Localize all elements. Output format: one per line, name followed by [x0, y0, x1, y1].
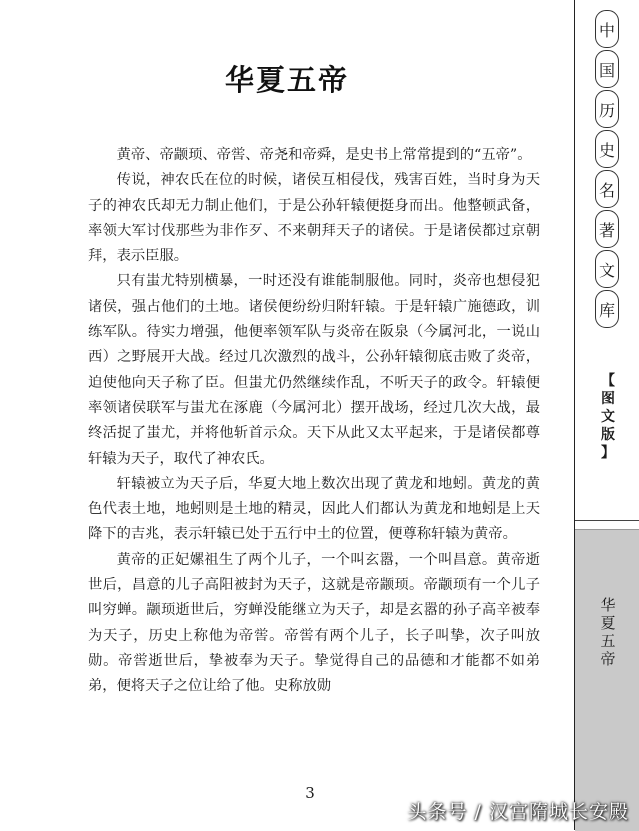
paragraph: 只有蚩尤特别横暴，一时还没有谁能制服他。同时，炎帝也想侵犯诸侯，强占他们的土地。诸侯便纷纷归附轩辕。于是轩辕广施德政，训练军队。待实力增强，他便率领军队与炎帝在阪泉（今属河北，一说山西）之野展开大战。经过几次激烈的战斗，公孙轩辕彻底击败了炎帝，迫使他向天子称了臣。但蚩尤仍然继续作乱，不听天子的政令。轩辕便率领诸侯联军与蚩尤在涿鹿（今属河北）摆开战场，经过几次大战，最终活捉了蚩尤，并将他斩首示众。天下从此又太平起来，于是诸侯都尊轩辕为天子，取代了神农氏。: [88, 273, 540, 467]
series-char: 库: [595, 290, 619, 328]
page-number: 3: [305, 784, 315, 802]
series-char: 文: [595, 250, 619, 288]
paragraph: 黄帝的正妃嫘祖生了两个儿子，一个叫玄嚣，一个叫昌意。黄帝逝世后，昌意的儿子高阳被封为天子，这就是帝颛顼。帝颛顼有一个儿子叫穷蝉。颛顼逝世后，穷蝉没能继立为天子，却是玄嚣的孙子高辛被奉为天子，历史上称他为帝喾。帝喾有两个儿子，长子叫挚，次子叫放勋。帝喾逝世后，挚被奉为天子。挚觉得自己的品德和才能都不如弟弟，便将天子之位让给了他。史称放勋: [88, 551, 540, 695]
body-text: [88, 143, 540, 700]
edition-tag-char: 图: [601, 391, 615, 407]
divider: [575, 520, 639, 521]
section-title-char: 帝: [600, 650, 616, 668]
series-char: 中: [595, 10, 619, 48]
series-banner: [575, 0, 639, 520]
series-char: 国: [595, 50, 619, 88]
series-char: 历: [595, 90, 619, 128]
page-title: 华夏五帝: [224, 63, 349, 97]
watermark: 头条号 / 汉宫隋城长安殿: [407, 801, 629, 823]
paragraph: 轩辕被立为天子后，华夏大地上数次出现了黄龙和地蚓。黄龙的黄色代表土地，地蚓则是土地的精灵，因此人们都认为黄龙和地蚓是上天降下的吉兆，表示轩辕已处于五行中土的位置，便尊称轩辕为黄帝。: [88, 475, 540, 543]
paragraph: 黄帝、帝颛顼、帝喾、帝尧和帝舜，是史书上常常提到的“五帝”。: [116, 147, 532, 163]
edition-tag-char: 【: [601, 373, 615, 389]
edition-tag: [598, 372, 618, 462]
edition-tag-char: 】: [601, 445, 615, 461]
section-title-char: 夏: [600, 614, 616, 632]
series-char: 名: [595, 170, 619, 208]
section-tab: [575, 529, 639, 831]
section-title: [599, 596, 617, 668]
edition-tag-char: 版: [601, 427, 615, 443]
section-title-char: 华: [600, 596, 616, 614]
series-title: [595, 10, 621, 330]
paragraph: 传说，神农氏在位的时候，诸侯互相侵伐，残害百姓，当时身为天子的神农氏却无力制止他们，于是公孙轩辕便挺身而出。他整顿武备，率领大军讨伐那些为非作歹、不来朝拜天子的诸侯。于是诸侯都过京朝拜，表示臣服。: [88, 172, 540, 265]
series-char: 著: [595, 210, 619, 248]
edition-tag-char: 文: [601, 409, 615, 425]
series-char: 史: [595, 130, 619, 168]
section-title-char: 五: [600, 632, 616, 650]
side-margin-strip: [574, 0, 639, 830]
